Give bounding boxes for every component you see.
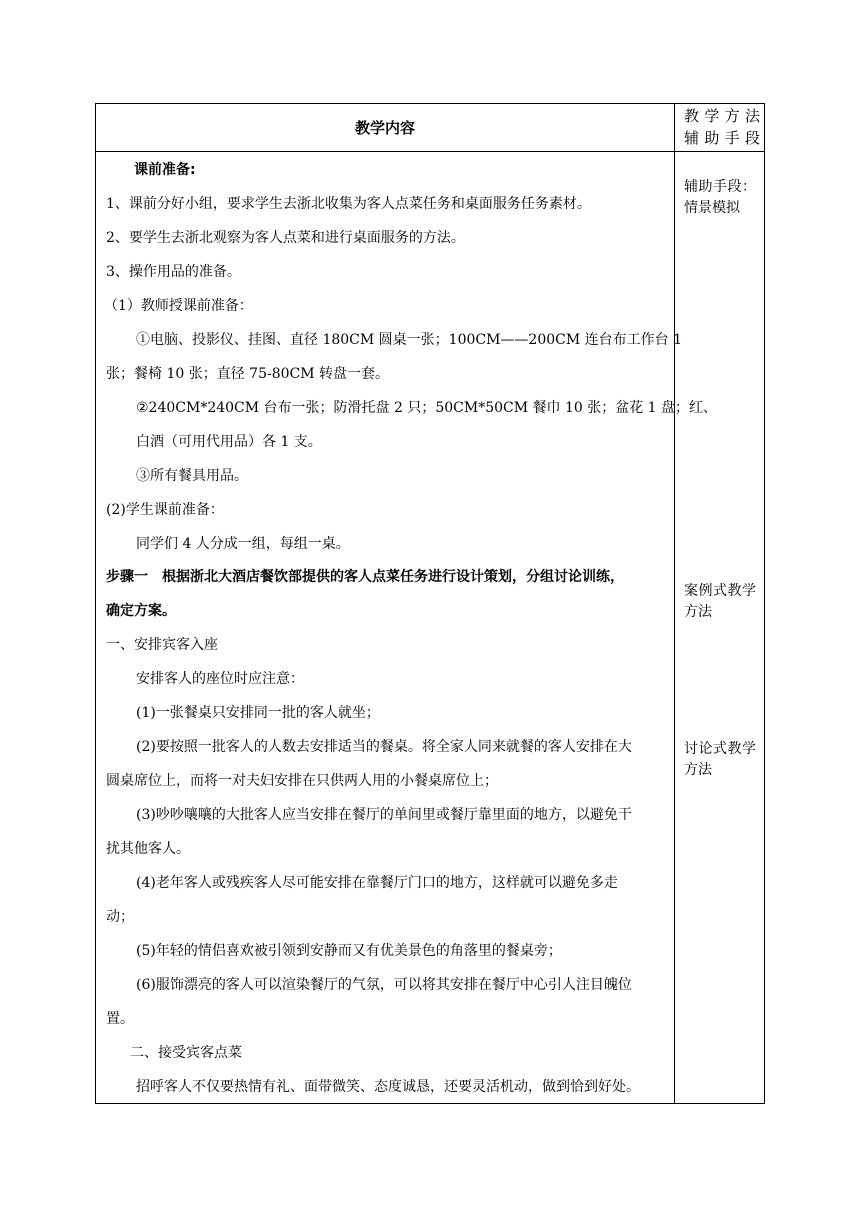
header-teaching-content: 教学内容 [354, 119, 415, 137]
content-line: (6)服饰漂亮的客人可以渲染餐厅的气氛，可以将其安排在餐厅中心引人注目魄位 [136, 977, 632, 993]
content-line: 置。 [106, 1011, 134, 1027]
note-discussion-method: 讨论式教学方法 [684, 741, 756, 778]
content-line: 3、操作用品的准备。 [106, 264, 241, 280]
content-line: 动； [106, 909, 134, 925]
content-line: ①电脑、投影仪、挂图、直径 180CM 圆桌一张；100CM——200CM 连台布工作台 1 [136, 332, 683, 348]
note-situational-simulation: 辅助手段：情景模拟 [684, 179, 756, 216]
step-one-heading: 步骤一 根据浙北大酒店餐饮部提供的客人点菜任务进行设计策划，分组讨论训练， [106, 569, 624, 585]
content-line: 同学们 4 人分成一组，每组一桌。 [136, 536, 350, 552]
lesson-table [95, 103, 765, 1104]
content-line: (2)要按照一批客人的人数去安排适当的餐桌。将全家人同来就餐的客人安排在大 [136, 739, 632, 755]
content-line: 白酒（可用代用品）各 1 支。 [136, 434, 322, 450]
content-line: (5)年轻的情侣喜欢被引领到安静而又有优美景色的角落里的餐桌旁； [136, 943, 562, 959]
content-line: (1)一张餐桌只安排同一批的客人就坐； [136, 705, 380, 721]
content-line: 张；餐椅 10 张；直径 75-80CM 转盘一套。 [106, 366, 390, 382]
header-divider [96, 151, 764, 152]
column-divider [674, 104, 675, 1103]
step-one-heading-cont: 确定方案。 [106, 603, 176, 619]
section-heading-ordering: 二、接受宾客点菜 [130, 1045, 242, 1061]
content-line: ③所有餐具用品。 [136, 468, 248, 484]
prep-heading: 课前准备: [134, 162, 196, 178]
content-line: （1）教师授课前准备： [104, 298, 253, 314]
content-line: 2、要学生去浙北观察为客人点菜和进行桌面服务的方法。 [106, 230, 465, 246]
header-method-line1: 教学方法 [684, 107, 760, 125]
content-line: 安排客人的座位时应注意： [136, 671, 304, 687]
header-method-line2: 辅助手段 [684, 129, 760, 147]
section-heading-seating: 一、安排宾客入座 [106, 637, 218, 653]
content-line: 招呼客人不仅要热情有礼、面带微笑、态度诚恳，还要灵活机动，做到恰到好处。 [136, 1079, 640, 1095]
note-case-method: 案例式教学方法 [684, 583, 756, 620]
content-line: 扰其他客人。 [106, 841, 190, 857]
content-line: (2)学生课前准备： [106, 502, 224, 518]
content-line: (3)吵吵嚷嚷的大批客人应当安排在餐厅的单间里或餐厅靠里面的地方，以避免干 [136, 807, 632, 823]
content-line: 圆桌席位上，而将一对夫妇安排在只供两人用的小餐桌席位上； [106, 773, 498, 789]
content-line: (4)老年客人或残疾客人尽可能安排在靠餐厅门口的地方，这样就可以避免多走 [136, 875, 618, 891]
header-teaching-method [684, 105, 760, 149]
content-line: ②240CM*240CM 台布一张；防滑托盘 2 只；50CM*50CM 餐巾 10 张；盆花 1 盘；红、 [136, 400, 718, 416]
content-line: 1、课前分好小组，要求学生去浙北收集为客人点菜任务和桌面服务任务素材。 [106, 196, 591, 212]
